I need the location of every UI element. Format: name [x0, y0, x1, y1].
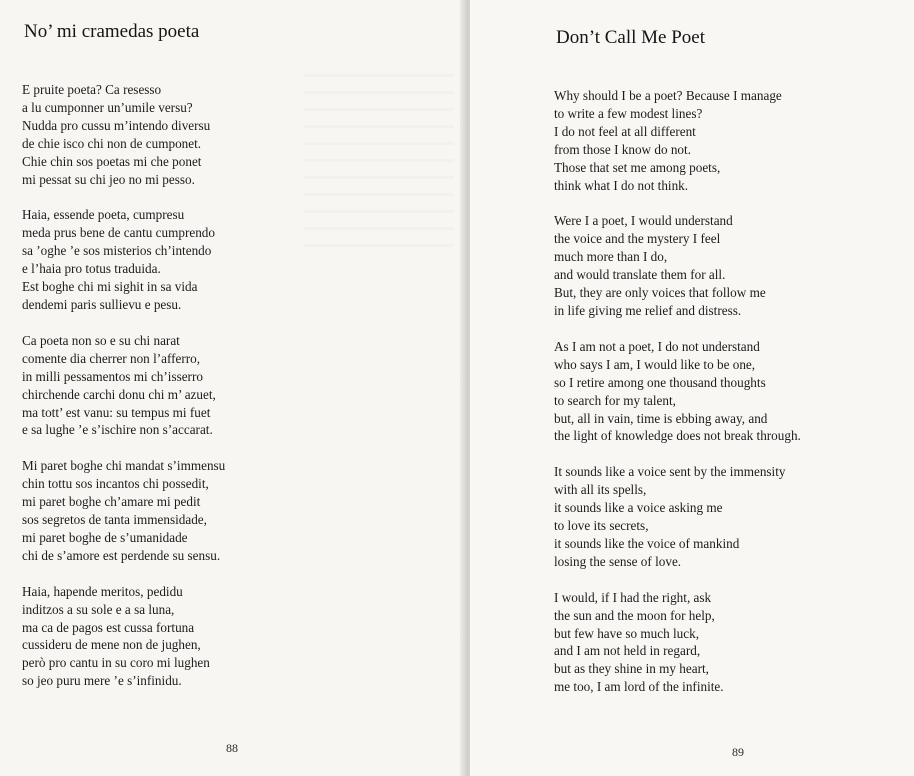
poem-line: mi paret boghe ch’amare mi pedit: [22, 494, 201, 510]
poem-line: in life giving me relief and distress.: [554, 302, 742, 318]
poem-line: mi paret boghe de s’umanidade: [22, 529, 188, 545]
poem-line: the sun and the moon for help,: [554, 607, 715, 623]
stanza: [22, 457, 225, 564]
poem-line: Chie chin sos poetas mi che ponet: [22, 153, 202, 169]
poem-line: chirchende carchi donu chi m’ azuet,: [22, 386, 216, 402]
poem-line: As I am not a poet, I do not understand: [554, 338, 760, 354]
right-poem: [554, 87, 801, 714]
poem-line: but few have so much luck,: [554, 625, 700, 641]
left-page-title: No’ mi cramedas poeta: [24, 21, 200, 42]
page-number-left: 88: [226, 741, 238, 755]
poem-line: the voice and the mystery I feel: [554, 231, 721, 247]
poem-line: comente dia cherrer non l’afferro,: [22, 350, 201, 366]
poem-line: from those I know do not.: [554, 141, 691, 157]
right-page-title: Don’t Call Me Poet: [556, 27, 706, 48]
stanza: [554, 87, 801, 194]
stanza: [554, 338, 801, 445]
poem-line: Were I a poet, I would understand: [554, 213, 733, 229]
poem-line: so jeo puru mere ’e s’infinidu.: [22, 673, 182, 689]
poem-line: dendemi paris sullievu e pesu.: [22, 296, 182, 312]
poem-line: It sounds like a voice sent by the immensity: [554, 464, 786, 480]
poem-line: chi de s’amore est perdende su sensu.: [22, 547, 221, 563]
poem-line: a lu cumponner un’umile versu?: [22, 99, 193, 115]
poem-line: Why should I be a poet? Because I manage: [554, 88, 782, 103]
poem-line: but, all in vain, time is ebbing away, and: [554, 410, 768, 426]
stanza: [22, 583, 225, 690]
poem-line: to write a few modest lines?: [554, 105, 703, 121]
poem-line: I do not feel at all different: [554, 123, 696, 139]
poem-line: with all its spells,: [554, 482, 647, 498]
poem-line: Those that set me among poets,: [554, 159, 721, 175]
poem-line: cussideru de mene non de jughen,: [22, 637, 201, 653]
poem-line: meda prus bene de cantu cumprendo: [22, 225, 215, 241]
poem-line: ma tott’ est vanu: su tempus mi fuet: [22, 404, 211, 420]
poem-line: ma ca de pagos est cussa fortuna: [22, 619, 195, 635]
poem-line: and I am not held in regard,: [554, 643, 701, 659]
poem-line: to search for my talent,: [554, 392, 676, 408]
poem-line: in milli pessamentos mi ch’isserro: [22, 368, 203, 384]
left-poem: [22, 81, 225, 708]
poem-line: I would, if I had the right, ask: [554, 589, 712, 605]
poem-line: e sa lughe ’e s’ischire non s’accarat.: [22, 422, 213, 438]
poem-line: Mi paret boghe chi mandat s’immensu: [22, 458, 226, 474]
poem-line: to love its secrets,: [554, 518, 649, 534]
stanza: [22, 332, 225, 439]
poem-line: E pruite poeta? Ca resesso: [22, 82, 162, 97]
page-number-right: 89: [732, 745, 744, 759]
poem-line: who says I am, I would like to be one,: [554, 356, 756, 372]
show-through-text: [304, 60, 454, 260]
poem-line: de chie isco chi non de cumponet.: [22, 135, 202, 151]
poem-line: but as they shine in my heart,: [554, 661, 709, 677]
poem-line: e l’haia pro totus traduida.: [22, 261, 161, 277]
stanza: [554, 463, 801, 570]
poem-line: sos segretos de tanta immensidade,: [22, 512, 207, 528]
poem-line: mi pessat su chi jeo no mi pesso.: [22, 171, 195, 187]
poem-line: sa ’oghe ’e sos misterios ch’intendo: [22, 243, 212, 259]
stanza: [554, 212, 801, 319]
poem-line: inditzos a su sole e a sa luna,: [22, 601, 175, 617]
right-page: [470, 0, 914, 776]
poem-line: it sounds like the voice of mankind: [554, 535, 740, 551]
poem-line: Nudda pro cussu m’intendo diversu: [22, 117, 211, 133]
poem-line: Est boghe chi mi sighit in sa vida: [22, 279, 198, 295]
stanza: [22, 81, 225, 188]
stanza: [554, 589, 801, 696]
poem-line: me too, I am lord of the infinite.: [554, 679, 724, 695]
poem-line: and would translate them for all.: [554, 267, 726, 283]
stanza: [22, 206, 225, 313]
poem-line: so I retire among one thousand thoughts: [554, 374, 766, 390]
poem-line: it sounds like a voice asking me: [554, 500, 723, 516]
poem-line: Haia, essende poeta, cumpresu: [22, 207, 185, 223]
poem-line: chin tottu sos incantos chi possedit,: [22, 476, 209, 492]
poem-line: però pro cantu in su coro mi lughen: [22, 655, 210, 671]
poem-line: But, they are only voices that follow me: [554, 285, 766, 301]
poem-line: much more than I do,: [554, 249, 668, 265]
poem-line: think what I do not think.: [554, 177, 689, 193]
poem-line: the light of knowledge does not break through.: [554, 428, 801, 444]
poem-line: Ca poeta non so e su chi narat: [22, 332, 180, 348]
poem-line: Haia, hapende meritos, pedidu: [22, 583, 183, 599]
poem-line: losing the sense of love.: [554, 553, 682, 569]
